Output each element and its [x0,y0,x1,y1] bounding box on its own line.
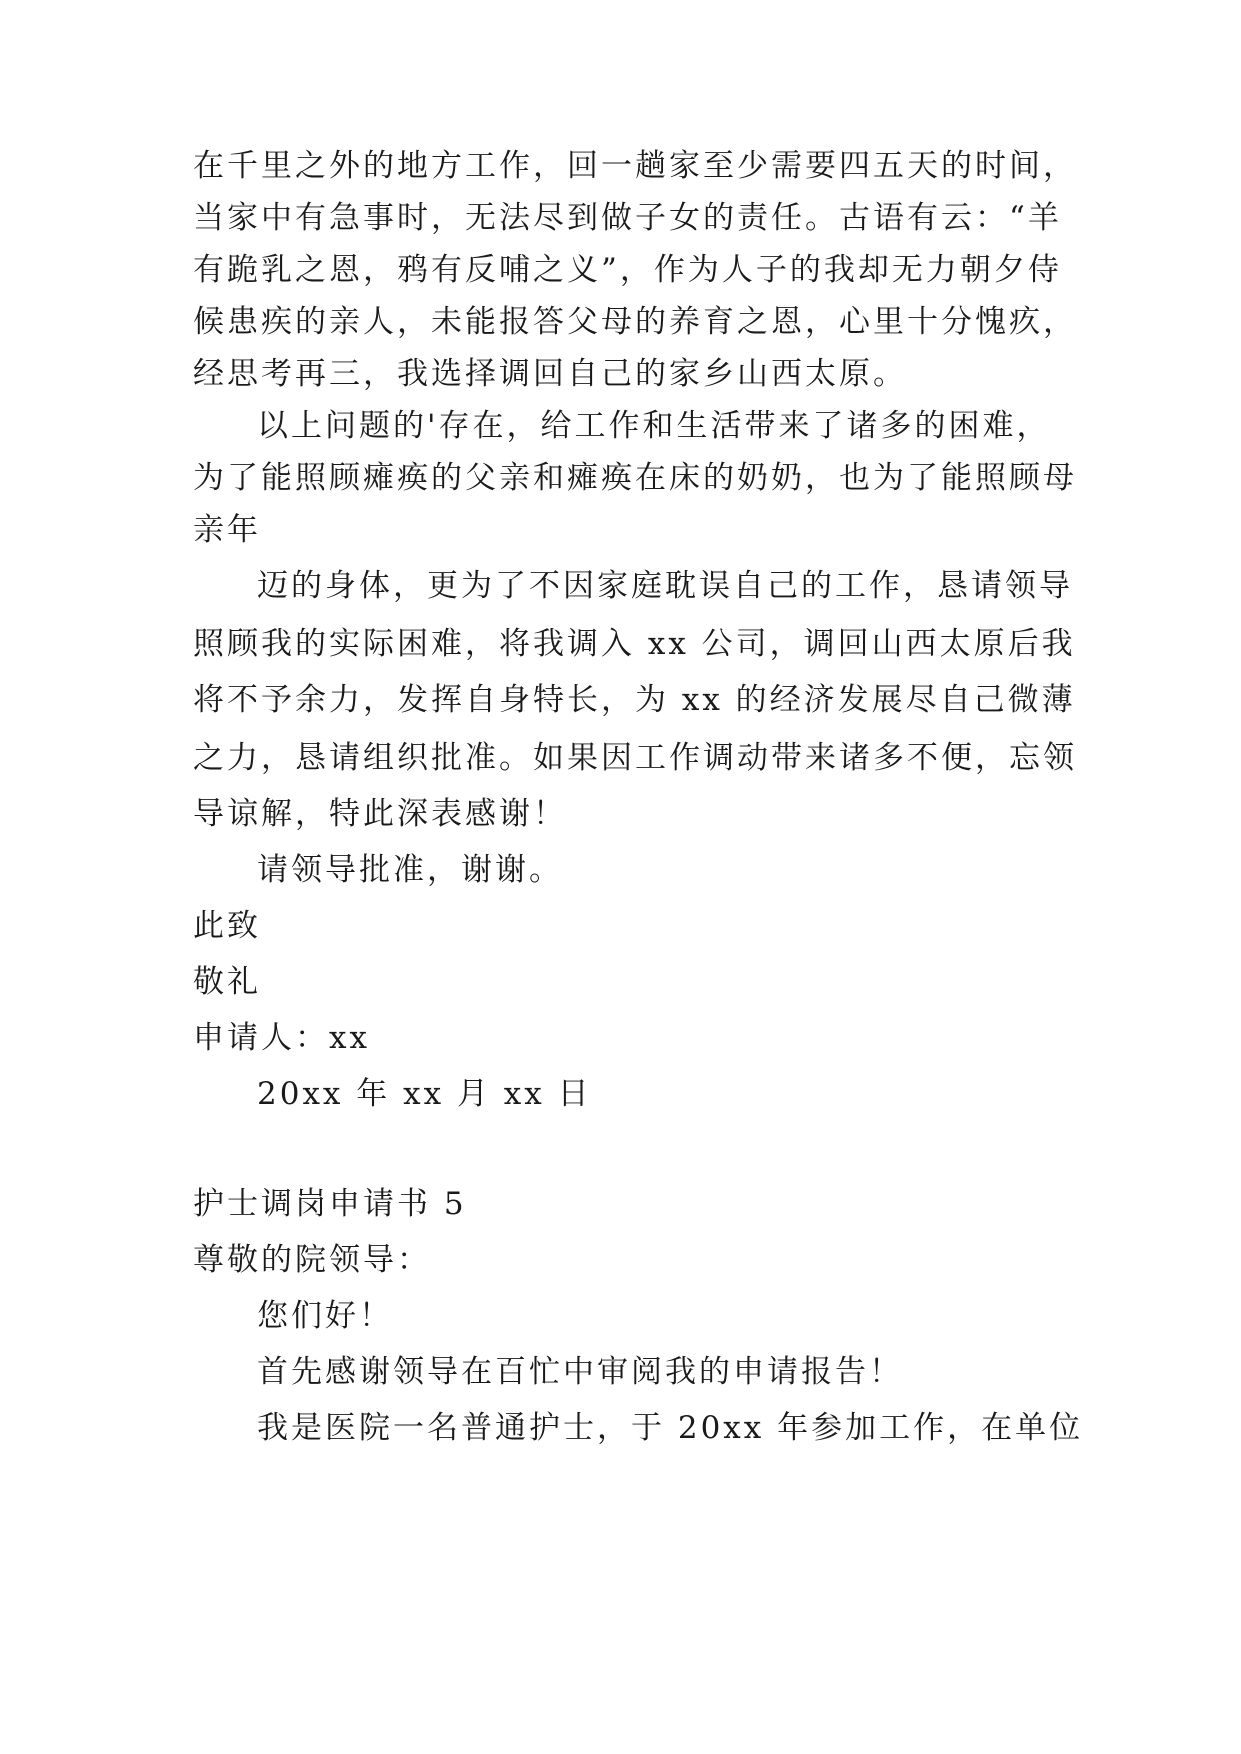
date-line: 20xx 年 xx 月 xx 日 [257,1076,592,1112]
body-line: 以上问题的'存在，给工作和生活带来了诸多的困难， [257,408,1051,444]
body-line: 在千里之外的地方工作，回一趟家至少需要四五天的时间， [193,148,1077,184]
body-line: 迈的身体，更为了不因家庭耽误自己的工作，恳请领导 [257,568,1073,604]
body-line: 亲年 [193,512,261,548]
body-line: 将不予余力，发挥自身特长，为 xx 的经济发展尽自己微薄 [193,682,1076,718]
greeting-line: 您们好！ [257,1298,393,1334]
body-line: 有跪乳之恩，鸦有反哺之义”，作为人子的我却无力朝夕侍 [193,252,1062,288]
body-line: 当家中有急事时，无法尽到做子女的责任。古语有云：“羊 [193,200,1062,236]
closing-line: 敬礼 [193,964,261,1000]
body-line: 首先感谢领导在百忙中审阅我的申请报告！ [257,1354,903,1390]
section-title: 护士调岗申请书 5 [193,1186,467,1222]
body-line: 之力，恳请组织批准。如果因工作调动带来诸多不便，忘领 [193,740,1077,776]
salutation-line: 尊敬的院领导： [193,1242,431,1278]
body-line: 照顾我的实际困难，将我调入 xx 公司，调回山西太原后我 [193,626,1076,662]
applicant-line: 申请人：xx [193,1020,370,1056]
body-line: 为了能照顾瘫痪的父亲和瘫痪在床的奶奶，也为了能照顾母 [193,460,1077,496]
body-line: 导谅解，特此深表感谢！ [193,796,567,832]
request-line: 请领导批准，谢谢。 [257,852,563,888]
body-line: 经思考再三，我选择调回自己的家乡山西太原。 [193,356,907,392]
body-line: 我是医院一名普通护士，于 20xx 年参加工作，在单位 [257,1410,1084,1446]
closing-line: 此致 [193,908,261,944]
body-line: 候患疾的亲人，未能报答父母的养育之恩，心里十分愧疚， [193,304,1077,340]
